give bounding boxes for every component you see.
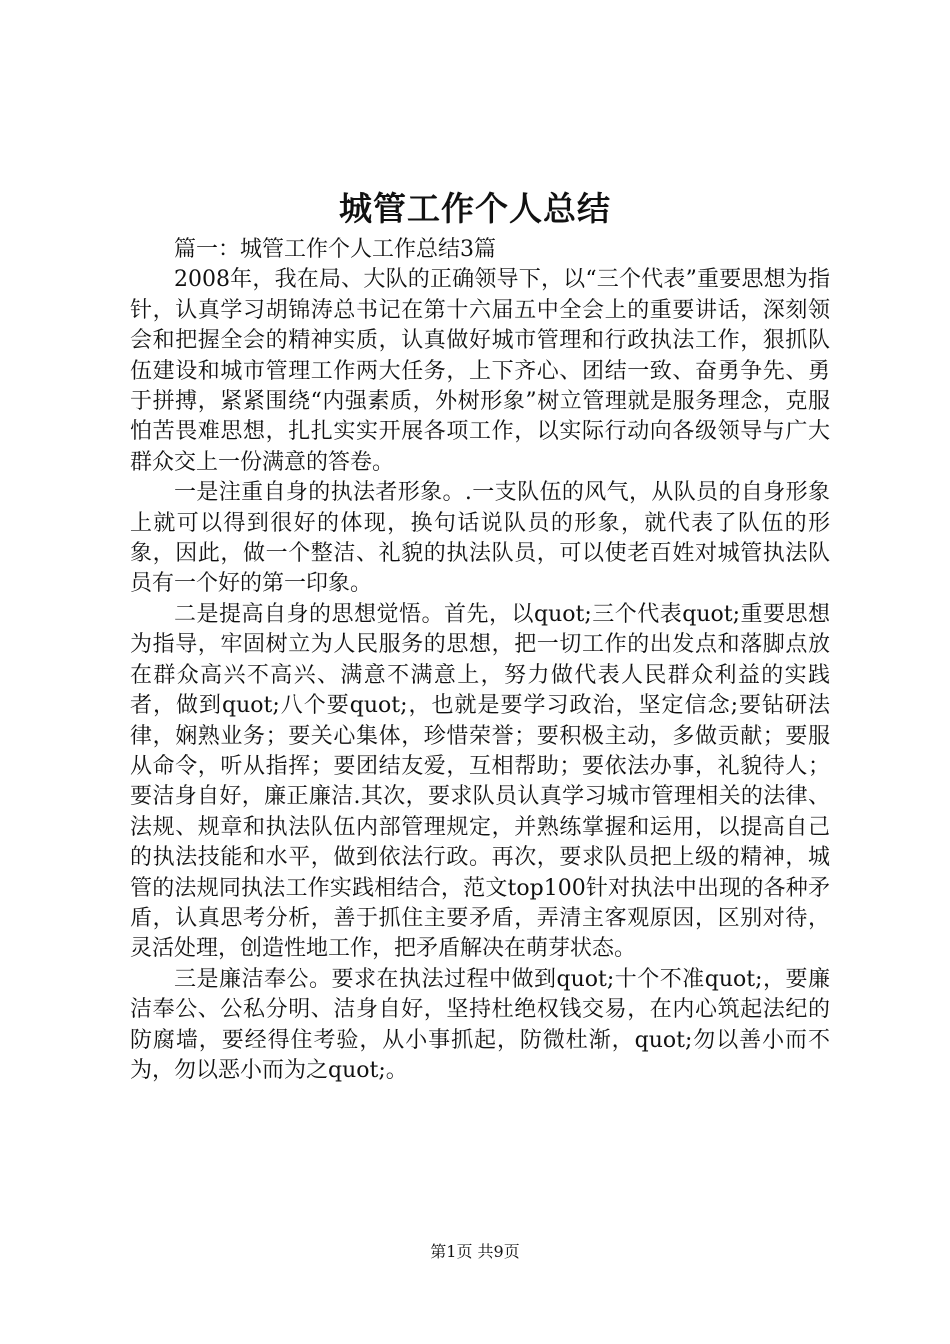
body-paragraph-point-two: 二是提高自身的思想觉悟。首先，以quot;三个代表quot;重要思想为指导，牢固树立为人民服务的思想，把一切工作的出发点和落脚点放在群众高兴不高兴、满意不满意上，努力做代表人民群众利益的实践者，做到quot;八个要quot;，也就是要学习政治，坚定信念;要钻研法律，娴熟业务；要关心集体，珍惜荣誉；要积极主动，多做贡献；要服从命令，听从指挥；要团结友爱，互相帮助；要依法办事，礼貌待人；要洁身自好，廉正廉洁.其次，要求队员认真学习城市管理相关的法律、法规、规章和执法队伍内部管理规定，并熟练掌握和运用，以提高自己的执法技能和水平，做到依法行政。再次，要求队员把上级的精神，城管的法规同执法工作实践相结合，范文top100针对执法中出现的各种矛盾，认真思考分析，善于抓住主要矛盾，弄清主客观原因，区别对待，灵活处理，创造性地工作，把矛盾解决在萌芽状态。 <box>130 601 830 962</box>
document-title: 城管工作个人总结 <box>339 189 611 228</box>
body-paragraph-point-one: 一是注重自身的执法者形象。.一支队伍的风气，从队员的自身形象上就可以得到很好的体现，换句话说队员的形象，就代表了队伍的形象，因此，做一个整洁、礼貌的执法队员，可以使老百姓对城管执法队员有一个好的第一印象。 <box>130 480 830 597</box>
body-paragraph-point-three: 三是廉洁奉公。要求在执法过程中做到quot;十个不准quot;，要廉洁奉公、公私分明、洁身自好，坚持杜绝权钱交易，在内心筑起法纪的防腐墙，要经得住考验，从小事抓起，防微杜渐，quot;勿以善小而不为，勿以恶小而为之quot;。 <box>130 966 830 1083</box>
page-footer: 第1页 共9页 <box>430 1242 520 1261</box>
body-paragraph-intro: 2008年，我在局、大队的正确领导下，以“三个代表”重要思想为指针，认真学习胡锦涛总书记在第十六届五中全会上的重要讲话，深刻领会和把握全会的精神实质，认真做好城市管理和行政执法工作，狠抓队伍建设和城市管理工作两大任务，上下齐心、团结一致、奋勇争先、勇于拼搏，紧紧围绕“内强素质，外树形象”树立管理就是服务理念，克服怕苦畏难思想，扎扎实实开展各项工作，以实际行动向各级领导与广大群众交上一份满意的答卷。 <box>130 267 830 475</box>
document-body <box>130 235 830 1086</box>
section-heading: 篇一：城管工作个人工作总结3篇 <box>174 237 496 262</box>
